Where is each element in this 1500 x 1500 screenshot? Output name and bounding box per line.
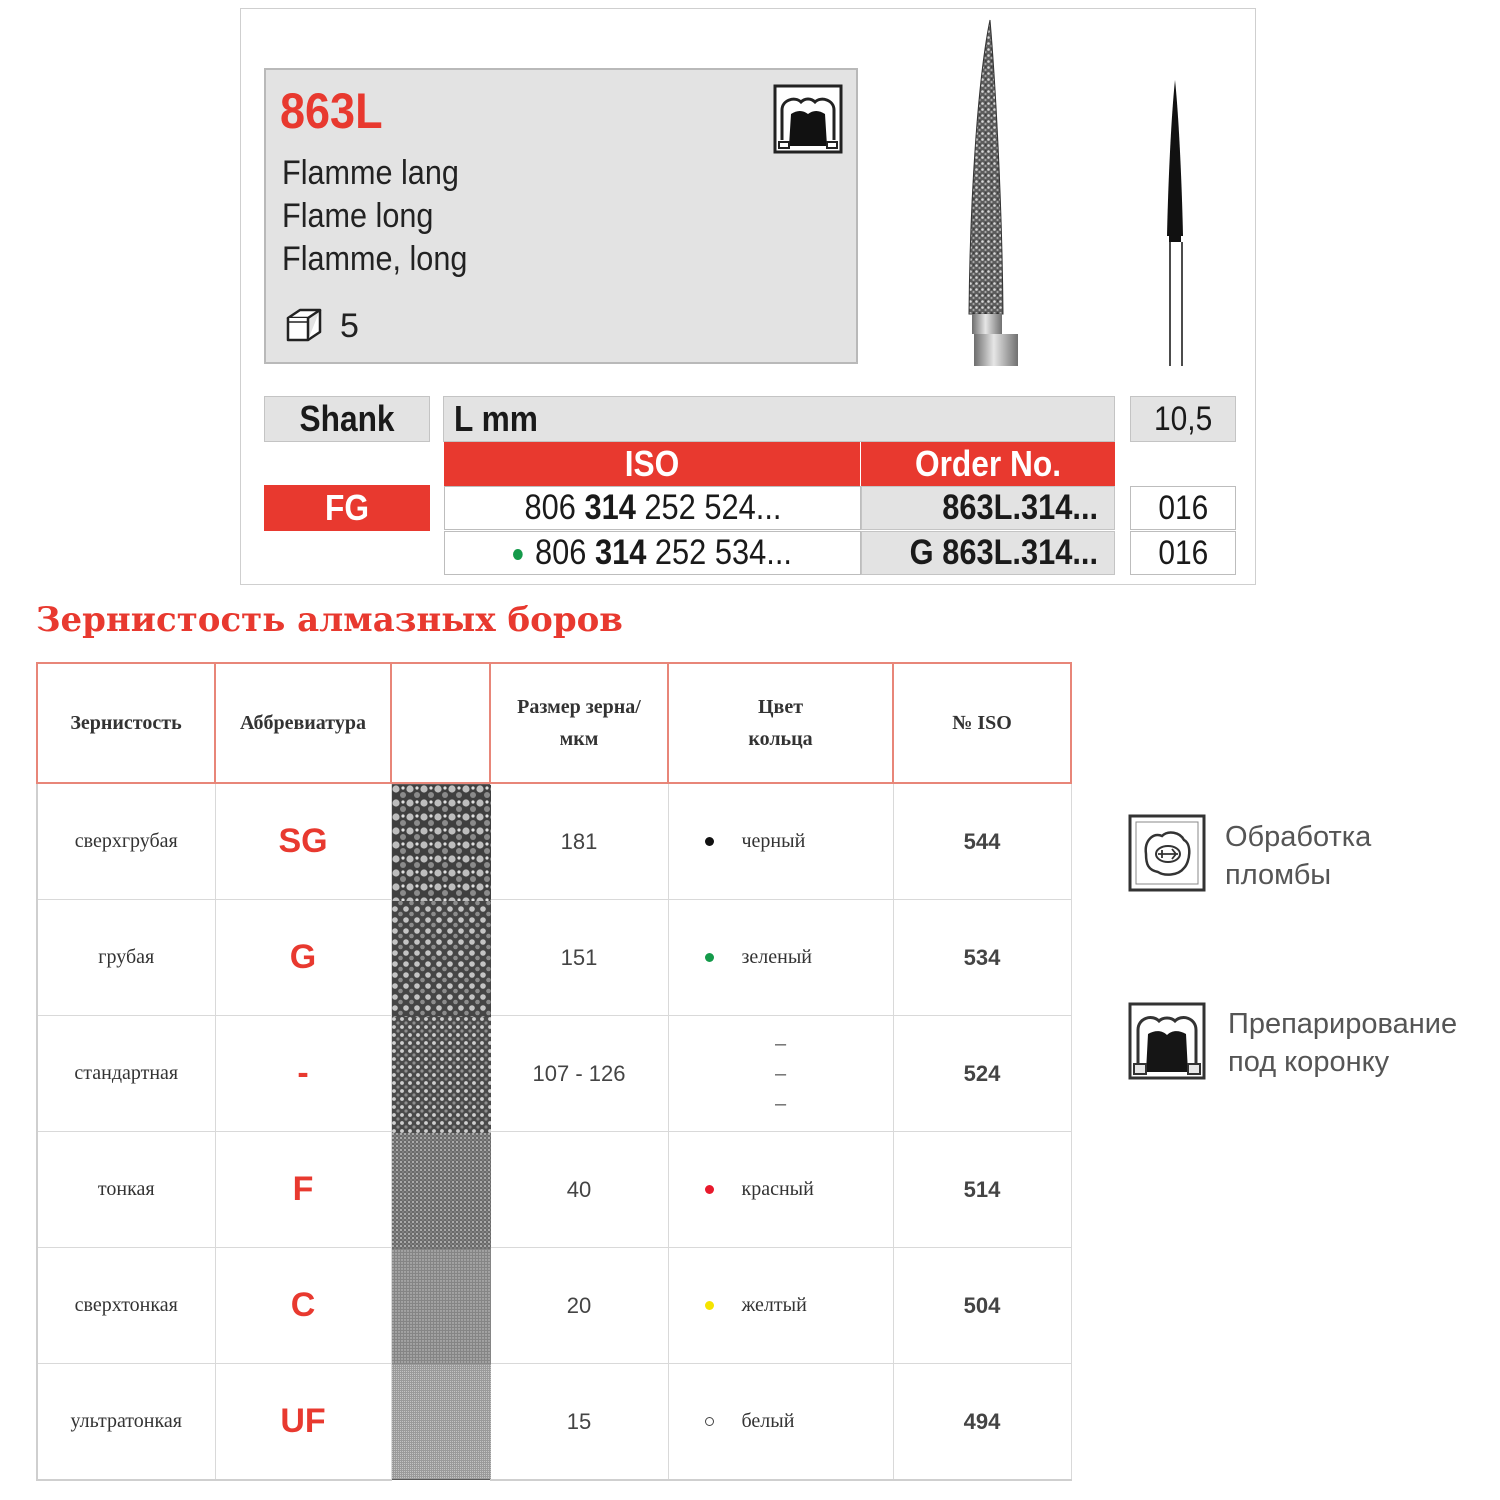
grain-size: 40: [490, 1132, 668, 1248]
ring-color: желтый: [668, 1248, 893, 1364]
shank-label: Shank: [264, 396, 430, 442]
grain-size: 107 - 126: [490, 1016, 668, 1132]
header-size: Размер зерна/ мкм: [490, 663, 668, 783]
legend-filling-label: Обработка пломбы: [1225, 821, 1372, 891]
grit-name: сверхгрубая: [37, 783, 215, 900]
grain-size: 181: [490, 783, 668, 900]
length-value: 10,5: [1130, 396, 1236, 442]
product-name-en: Flame long: [282, 197, 434, 235]
product-name-fr: Flamme, long: [282, 240, 468, 278]
header-iso: № ISO: [893, 663, 1071, 783]
grit-abbr: F: [215, 1132, 391, 1248]
size-value: 016: [1130, 486, 1236, 530]
order-number: 863L.314...: [861, 486, 1115, 530]
no-ring-dashes: – – –: [774, 1032, 787, 1115]
table-row: [37, 783, 1071, 900]
header-abbr: Аббревиатура: [215, 663, 391, 783]
length-label: L mm: [443, 396, 1115, 442]
order-number: G 863L.314...: [861, 531, 1115, 575]
grain-size: 20: [490, 1248, 668, 1364]
ring-color: красный: [668, 1132, 893, 1248]
ring-color: белый: [668, 1364, 893, 1481]
size-value: 016: [1130, 531, 1236, 575]
crown-preparation-icon: [1128, 1002, 1206, 1080]
legend-crown-label: Препарирование под коронку: [1228, 1008, 1458, 1078]
ring-color: черный: [668, 783, 893, 900]
table-row: [37, 1132, 1071, 1248]
iso-number: 534: [893, 900, 1071, 1016]
grit-abbr: G: [215, 900, 391, 1016]
shank-type-fg: FG: [264, 485, 430, 531]
ring-color: зеленый: [668, 900, 893, 1016]
iso-number: 494: [893, 1364, 1071, 1481]
iso-number: 544: [893, 783, 1071, 900]
grit-table-title: Зернистость алмазных боров: [36, 600, 623, 640]
iso-number: 524: [893, 1016, 1071, 1132]
grit-name: сверхтонкая: [37, 1248, 215, 1364]
iso-number-row: 806 314 252 534...: [444, 531, 861, 575]
grain-texture-strip: [392, 785, 491, 1479]
bur-silhouette: [1155, 78, 1195, 368]
grain-texture-image: [391, 783, 490, 1480]
grit-table-header-row: [37, 663, 1071, 783]
diamond-bur-photo: [945, 18, 1025, 366]
grain-size: 15: [490, 1364, 668, 1481]
grit-name: стандартная: [37, 1016, 215, 1132]
product-name-de: Flamme lang: [282, 154, 459, 192]
iso-number: 514: [893, 1132, 1071, 1248]
iso-header: ISO: [444, 442, 860, 486]
ring-color-dot: [705, 953, 714, 962]
header-ring-color: Цвет кольца: [668, 663, 893, 783]
order-no-header: Order No.: [861, 442, 1115, 486]
header-grain-image: [391, 663, 490, 783]
grit-abbr: SG: [215, 783, 391, 900]
grain-size: 151: [490, 900, 668, 1016]
grit-name: тонкая: [37, 1132, 215, 1248]
iso-number-row: 806 314 252 524...: [444, 486, 861, 530]
table-row: [37, 1016, 1071, 1132]
grit-name: ультратонкая: [37, 1364, 215, 1481]
ring-color: [668, 1016, 893, 1132]
grit-abbr: -: [215, 1016, 391, 1132]
ring-color-dot: [705, 837, 714, 846]
crown-preparation-icon: [773, 84, 843, 154]
green-grit-dot: [513, 549, 523, 560]
grit-table: [36, 662, 1072, 1481]
ring-color-dot: [705, 1185, 714, 1194]
grit-name: грубая: [37, 900, 215, 1016]
table-row: [37, 1248, 1071, 1364]
pack-count: 5: [340, 307, 359, 345]
grit-abbr: C: [215, 1248, 391, 1364]
product-code: 863L: [280, 83, 383, 139]
iso-number: 504: [893, 1248, 1071, 1364]
filling-treatment-icon: [1128, 814, 1206, 892]
table-row: [37, 1364, 1071, 1481]
table-row: [37, 900, 1071, 1016]
header-grit: Зернистость: [37, 663, 215, 783]
ring-color-dot: [705, 1301, 714, 1310]
package-box-icon: [284, 306, 324, 344]
grit-abbr: UF: [215, 1364, 391, 1481]
ring-color-dot: [705, 1417, 714, 1426]
